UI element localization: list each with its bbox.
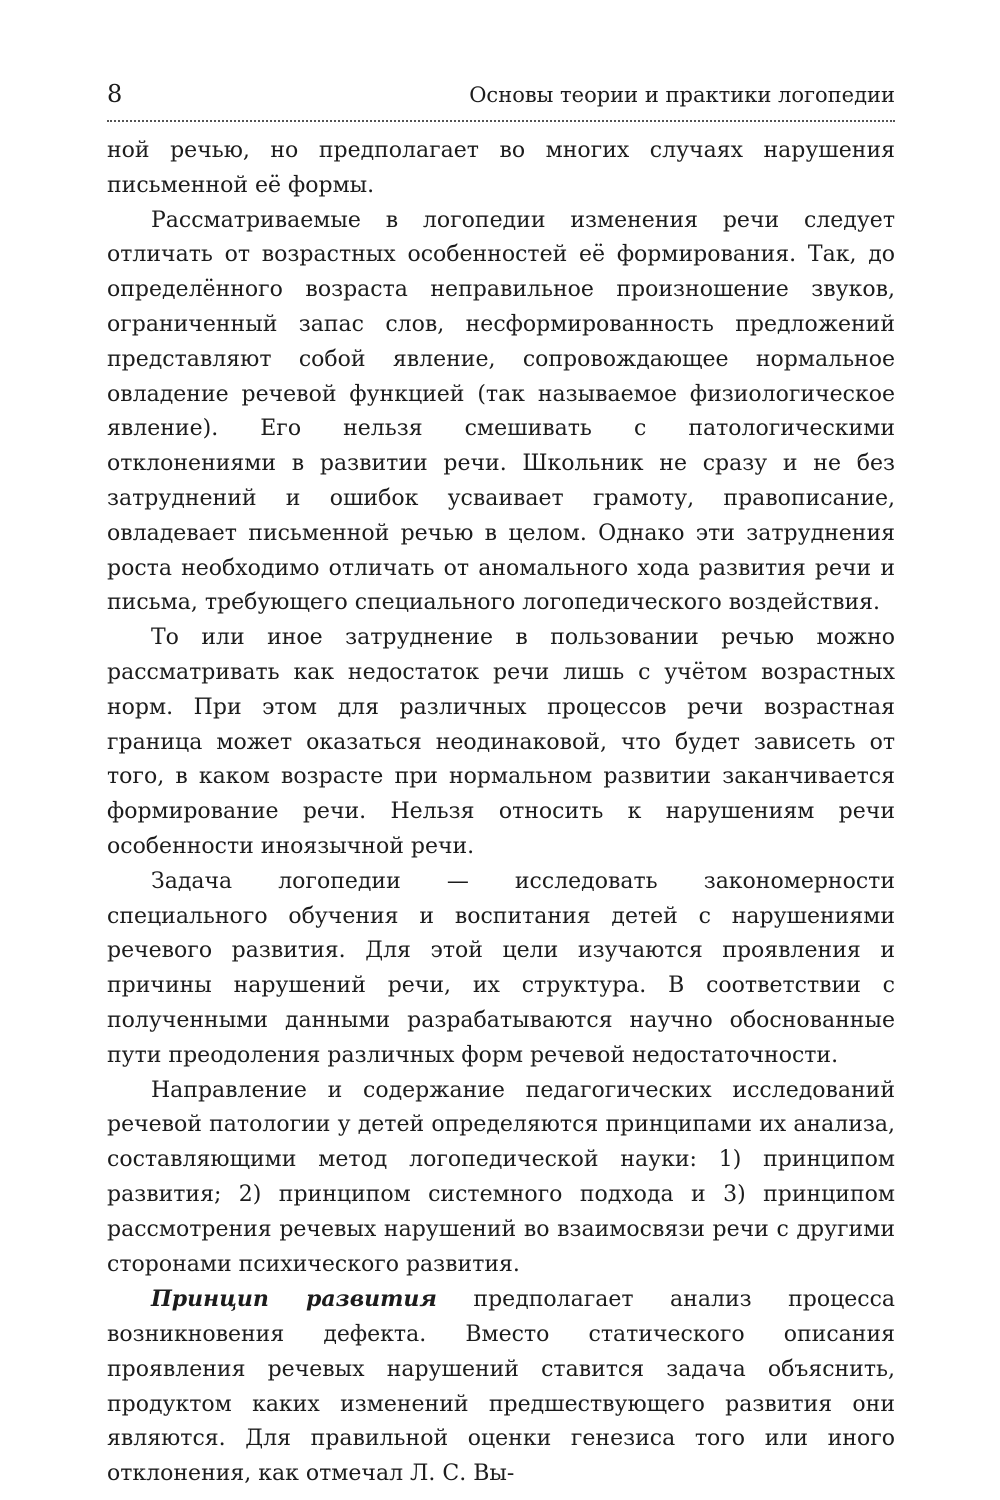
body-text	[107, 134, 895, 1492]
book-page	[107, 80, 895, 1492]
page-number: 8	[107, 80, 123, 108]
paragraph: Направление и содержание педагогических исследований речевой патологии у детей определяются принципами их анализа, составляющими метод логопедической науки: 1) принципом развития; 2) принципом системного подхода и 3) принципом рассмотрения речевых нарушений во взаимосвязи речи с другими сторонами психического развития.	[107, 1077, 895, 1277]
running-title: Основы теории и практики логопедии	[469, 83, 895, 107]
paragraph: Задача логопедии — исследовать закономерности специального обучения и воспитания детей с нарушениями речевого развития. Для этой цели изучаются проявления и причины нарушений речи, их структура. В соответствии с полученными данными разрабатываются научно обоснованные пути преодоления различных форм речевой недостаточности.	[107, 868, 895, 1068]
paragraph-continued: ной речью, но предполагает во многих случаях нарушения письменной её формы.	[107, 138, 895, 198]
term-principle-of-development: Принцип развития	[151, 1286, 437, 1313]
header-divider	[107, 120, 895, 122]
page-header	[107, 80, 895, 116]
paragraph: Рассматриваемые в логопедии изменения речи следует отличать от возрастных особенностей её формирования. Так, до определённого возраста неправильное произношение звуков, ограниченный запас слов, несформированность предложений представляют собой явление, сопровождающее нормальное овладение речевой функцией (так называемое физиологическое явление). Его нельзя смешивать с патологическими отклонениями в развитии речи. Школьник не сразу и не без затруднений и ошибок усваивает грамоту, правописание, овладевает письменной речью в целом. Однако эти затруднения роста необходимо отличать от аномального хода развития речи и письма, требующего специального логопедического воздействия.	[107, 207, 895, 616]
paragraph-text: предполагает анализ процесса возникновения дефекта. Вместо статического описания проявления речевых нарушений ставится задача объяснить, продуктом каких изменений предшествующего развития они являются. Для правильной оценки генезиса того или иного отклонения, как отмечал Л. С. Вы-	[107, 1287, 895, 1487]
paragraph: То или иное затруднение в пользовании речью можно рассматривать как недостаток речи лишь с учётом возрастных норм. При этом для различных процессов речи возрастная граница может оказаться неодинаковой, что будет зависеть от того, в каком возрасте при нормальном развитии заканчивается формирование речи. Нельзя относить к нарушениям речи особенности иноязычной речи.	[107, 625, 895, 859]
paragraph-principle-of-development	[107, 1282, 895, 1492]
